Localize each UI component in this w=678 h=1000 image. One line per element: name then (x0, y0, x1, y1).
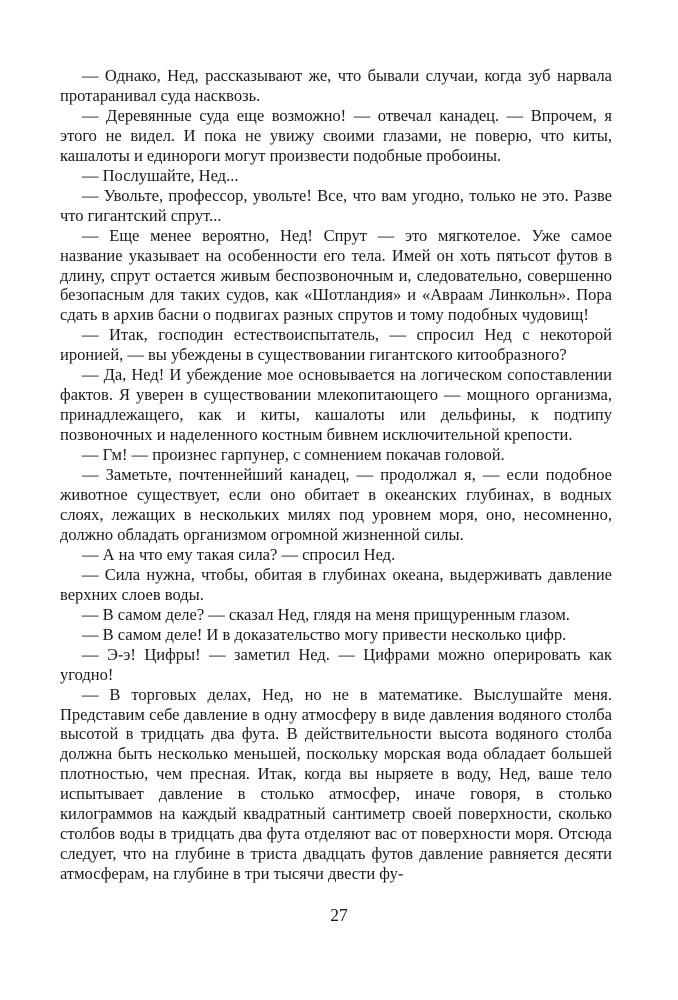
paragraph-3: — Послушайте, Нед... (82, 165, 239, 185)
text-block (60, 66, 612, 884)
page-number: 27 (330, 905, 348, 925)
paragraph-2: — Деревянные суда еще возможно! — отвечал канадец. — Впрочем, я этого не видел. И пока не увижу своими глазами, не поверю, что киты, кашалоты и единороги могут произвести подобные пробоины. (60, 105, 612, 165)
paragraph-8: — Гм! — произнес гарпунер, с сомнением покачав головой. (82, 445, 505, 465)
paragraph-6: — Итак, господин естествоиспытатель, — спросил Нед с некоторой иронией, — вы убеждены в существовании гигантского китообразного? (60, 325, 612, 365)
paragraph-10: — А на что ему такая сила? — спросил Нед. (82, 544, 396, 564)
page-body (60, 66, 612, 884)
paragraph-4: — Увольте, профессор, увольте! Все, что вам угодно, только не это. Разве что гигантский спрут... (60, 185, 612, 225)
paragraph-9: — Заметьте, почтеннейший канадец, — продолжал я, — если подобное животное существует, если оно обитает в океанских глубинах, в водных слоях, лежащих в нескольких милях под уровнем моря, оно, несомненно, должно обладать организмом огромной жизненной силы. (60, 465, 612, 544)
paragraph-15: — В торговых делах, Нед, но не в математике. Выслушайте меня. Представим себе давление в одну атмосферу в виде давления водяного столба высотой в тридцать два фута. В действительности высота водяного столба должна быть несколько меньшей, поскольку морская вода обладает большей плотностью, чем пресная. Итак, когда вы ныряете в воду, Нед, ваше тело испытывает давление в столько атмосфер, иначе говоря, в столько килограммов на каждый квадратный сантиметр своей поверхности, сколько столбов воды в тридцать два фута отделяют вас от поверхности моря. Отсюда следует, что на глубине в триста двадцать футов давление равняется десяти атмосферам, на глубине в три тысячи двести фу- (60, 684, 612, 884)
paragraph-13: — В самом деле! И в доказательство могу привести несколько цифр. (82, 624, 567, 644)
paragraph-12: — В самом деле? — сказал Нед, глядя на меня прищуренным глазом. (82, 604, 570, 624)
paragraph-5: — Еще менее вероятно, Нед! Спрут — это мягкотелое. Уже самое название указывает на особенности его тела. Имей он хоть пятьсот футов в длину, спрут остается живым беспозвоночным и, следовательно, совершенно безопасным для таких судов, как «Шотландия» и «Авраам Линкольн». Пора сдать в архив басни о подвигах разных спрутов и тому подобных чудовищ! (60, 225, 612, 325)
paragraph-11: — Сила нужна, чтобы, обитая в глубинах океана, выдерживать давление верхних слоев воды. (60, 564, 612, 604)
paragraph-7: — Да, Нед! И убеждение мое основывается на логическом сопоставлении фактов. Я уверен в существовании млекопитающего — мощного организма, принадлежащего, как и киты, кашалоты или дельфины, к подтипу позвоночных и наделенного костным бивнем исключительной крепости. (60, 365, 612, 445)
paragraph-14: — Э-э! Цифры! — заметил Нед. — Цифрами можно оперировать как угодно! (60, 644, 612, 684)
paragraph-1: — Однако, Нед, рассказывают же, что бывали случаи, когда зуб нарвала протаранивал суда насквозь. (60, 66, 612, 105)
